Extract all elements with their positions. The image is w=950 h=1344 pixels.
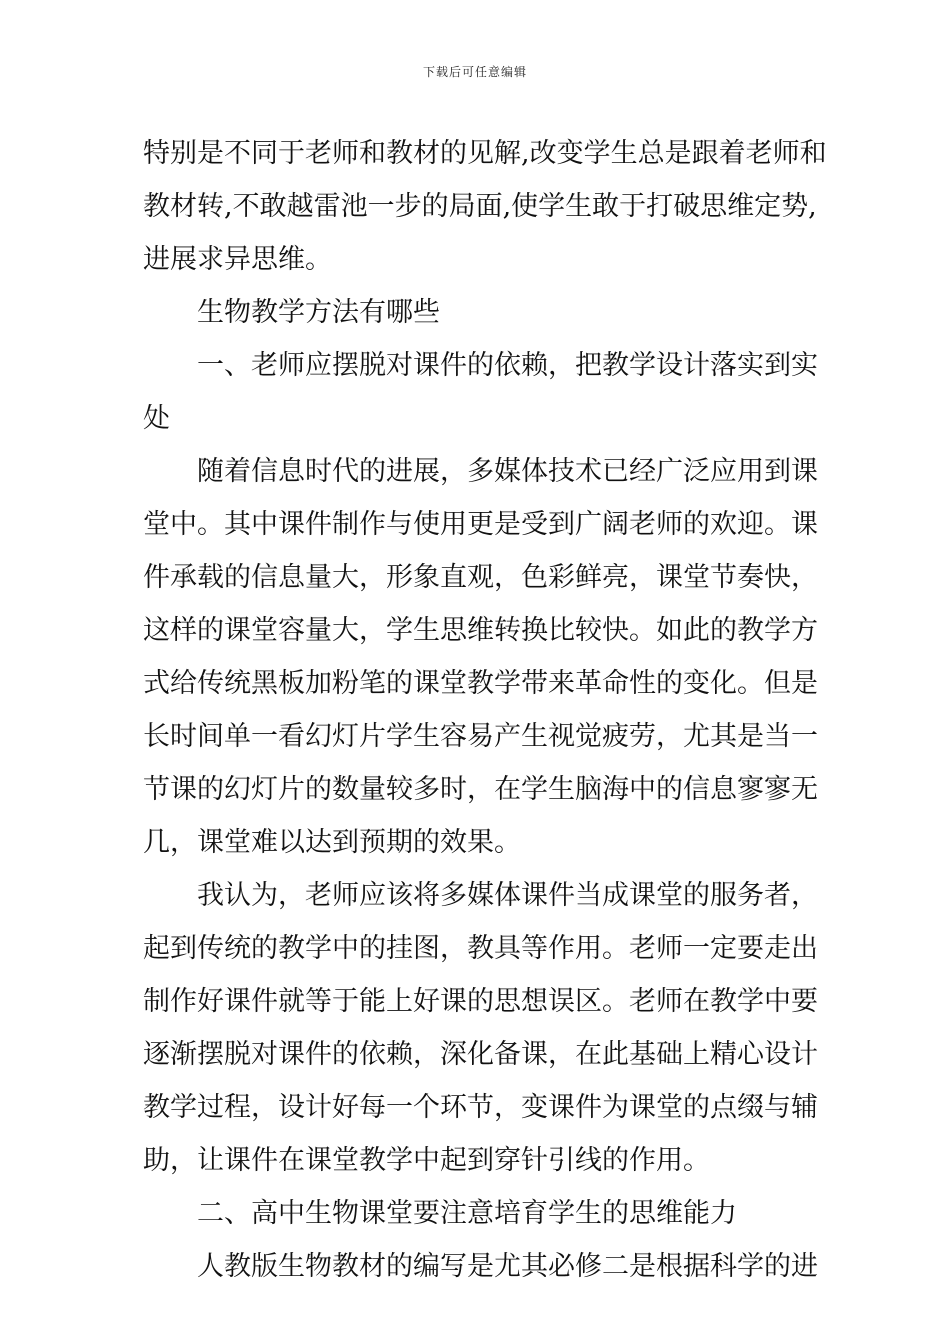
text-line: 教材转,不敢越雷池一步的局面,使学生敢于打破思维定势, <box>143 191 817 222</box>
section-heading: 生物教学方法有哪些 <box>197 297 440 328</box>
text-line: 处 <box>143 403 170 434</box>
text-line: 几，课堂难以达到预期的效果。 <box>143 827 521 858</box>
text-line: 特别是不同于老师和教材的见解,改变学生总是跟着老师和 <box>143 138 827 169</box>
text-line: 式给传统黑板加粉笔的课堂教学带来革命性的变化。但是 <box>143 668 818 699</box>
text-line: 人教版生物教材的编写是尤其必修二是根据科学的进 <box>197 1251 818 1282</box>
text-line: 随着信息时代的进展，多媒体技术已经广泛应用到课 <box>197 456 818 487</box>
section-heading: 二、高中生物课堂要注意培育学生的思维能力 <box>197 1198 737 1229</box>
page-header: 下载后可任意编辑 <box>422 65 527 79</box>
text-line: 逐渐摆脱对课件的依赖，深化备课，在此基础上精心设计 <box>143 1039 818 1070</box>
text-line: 节课的幻灯片的数量较多时，在学生脑海中的信息寥寥无 <box>143 774 818 805</box>
text-line: 教学过程，设计好每一个环节，变课件为课堂的点缀与辅 <box>143 1092 818 1123</box>
text-line: 制作好课件就等于能上好课的思想误区。老师在教学中要 <box>143 986 818 1017</box>
section-heading: 一、老师应摆脱对课件的依赖，把教学设计落实到实 <box>197 350 818 381</box>
document-body <box>143 127 827 1293</box>
text-line: 我认为，老师应该将多媒体课件当成课堂的服务者， <box>197 880 818 911</box>
text-line: 件承载的信息量大，形象直观，色彩鲜亮，课堂节奏快， <box>143 562 818 593</box>
text-line: 起到传统的教学中的挂图，教具等作用。老师一定要走出 <box>143 933 818 964</box>
text-line: 长时间单一看幻灯片学生容易产生视觉疲劳，尤其是当一 <box>143 721 818 752</box>
text-line: 进展求异思维。 <box>143 244 332 275</box>
text-line: 这样的课堂容量大，学生思维转换比较快。如此的教学方 <box>143 615 818 646</box>
text-line: 堂中。其中课件制作与使用更是受到广阔老师的欢迎。课 <box>143 509 818 540</box>
text-line: 助，让课件在课堂教学中起到穿针引线的作用。 <box>143 1145 710 1176</box>
